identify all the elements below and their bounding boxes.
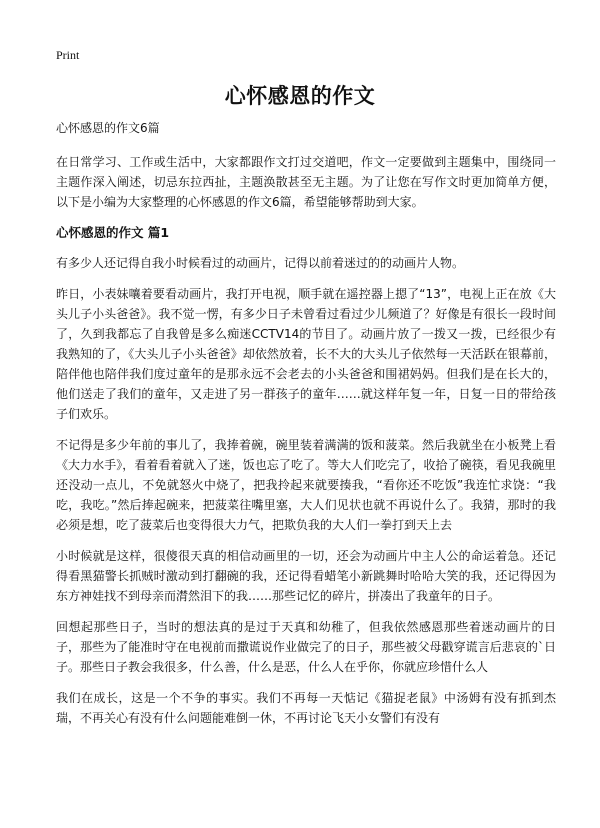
- body-paragraph: 昨日，小表妹嚷着要看动画片，我打开电视，顺手就在遥控器上摁了“13”，电视上正在放《大头儿子小头爸爸》。我不觉一愣，有多少日子未曾看过看过少儿频道了？好像是有很长一段时间了，久到我都忘了自我曾是多么痴迷CCTV14的节目了。动画片放了一拨又一拨，已经很少有我熟知的了，《大头儿子小头爸爸》却依然放着，长不大的大头儿子依然每一天活跃在银幕前，陪伴他也陪伴我们度过童年的是那永远不会老去的小头爸爸和围裙妈妈。但我们是在长大的，他们送走了我们的童年，又走进了另一群孩子的童年……就这样年复一年，日复一日的带给孩子们欢乐。: [56, 287, 556, 421]
- print-link[interactable]: Print: [56, 48, 80, 62]
- body-paragraph: 有多少人还记得自我小时候看过的动画片，记得以前着迷过的的动画片人物。: [56, 256, 465, 270]
- body-paragraph: 不记得是多少年前的事儿了，我捧着碗，碗里装着满满的饭和菠菜。然后我就坐在小板凳上看《大力水手》，看着看着就入了迷，饭也忘了吃了。等大人们吃完了，收拾了碗筷，看见我碗里还没动一点儿，不免就怒火中烧了，把我拎起来就要揍我，“看你还不吃饭”我连忙求饶：“我吃，我吃。”然后捧起碗来，把菠菜往嘴里塞，大人们见状也就不再说什么了。我猜，那时的我必须是想，吃了菠菜后也变得很大力气，把欺负我的大人们一拳打到天上去: [56, 438, 556, 532]
- intro-paragraph: 在日常学习、工作或生活中，大家都跟作文打过交道吧，作文一定要做到主题集中，围绕同一主题作深入阐述，切忌东拉西扯，主题涣散甚至无主题。为了让您在写作文时更加简单方便，以下是小编为大家整理的心怀感恩的作文6篇，希望能够帮助到大家。: [56, 155, 556, 209]
- article-body: [56, 118, 556, 739]
- article-subtitle: 心怀感恩的作文6篇: [56, 121, 160, 135]
- body-paragraph: 我们在成长，这是一个不争的事实。我们不再每一天惦记《猫捉老鼠》中汤姆有没有抓到杰瑞，不再关心有没有什么问题能难倒一休，不再讨论飞天小女警们有没有: [56, 691, 556, 725]
- body-paragraph: 小时候就是这样，很傻很天真的相信动画里的一切，还会为动画片中主人公的命运着急。还记得看黑猫警长抓贼时激动到打翻碗的我，还记得看蜡笔小新跳舞时哈哈大笑的我，还记得因为东方神娃找不到母亲而潸然泪下的我……那些记忆的碎片，拼凑出了我童年的日子。: [56, 549, 556, 603]
- body-paragraph: 回想起那些日子，当时的想法真的是过于天真和幼稚了，但我依然感恩那些着迷动画片的日子，那些为了能准时守在电视前而撒谎说作业做完了的日子，那些被父母戳穿谎言后悲哀的`日子。那些日子教会我很多，什么善，什么是恶，什么人在乎你，你就应珍惜什么人: [56, 620, 556, 674]
- section-heading: 心怀感恩的作文 篇1: [56, 225, 170, 240]
- page-title: 心怀感恩的作文: [224, 84, 376, 108]
